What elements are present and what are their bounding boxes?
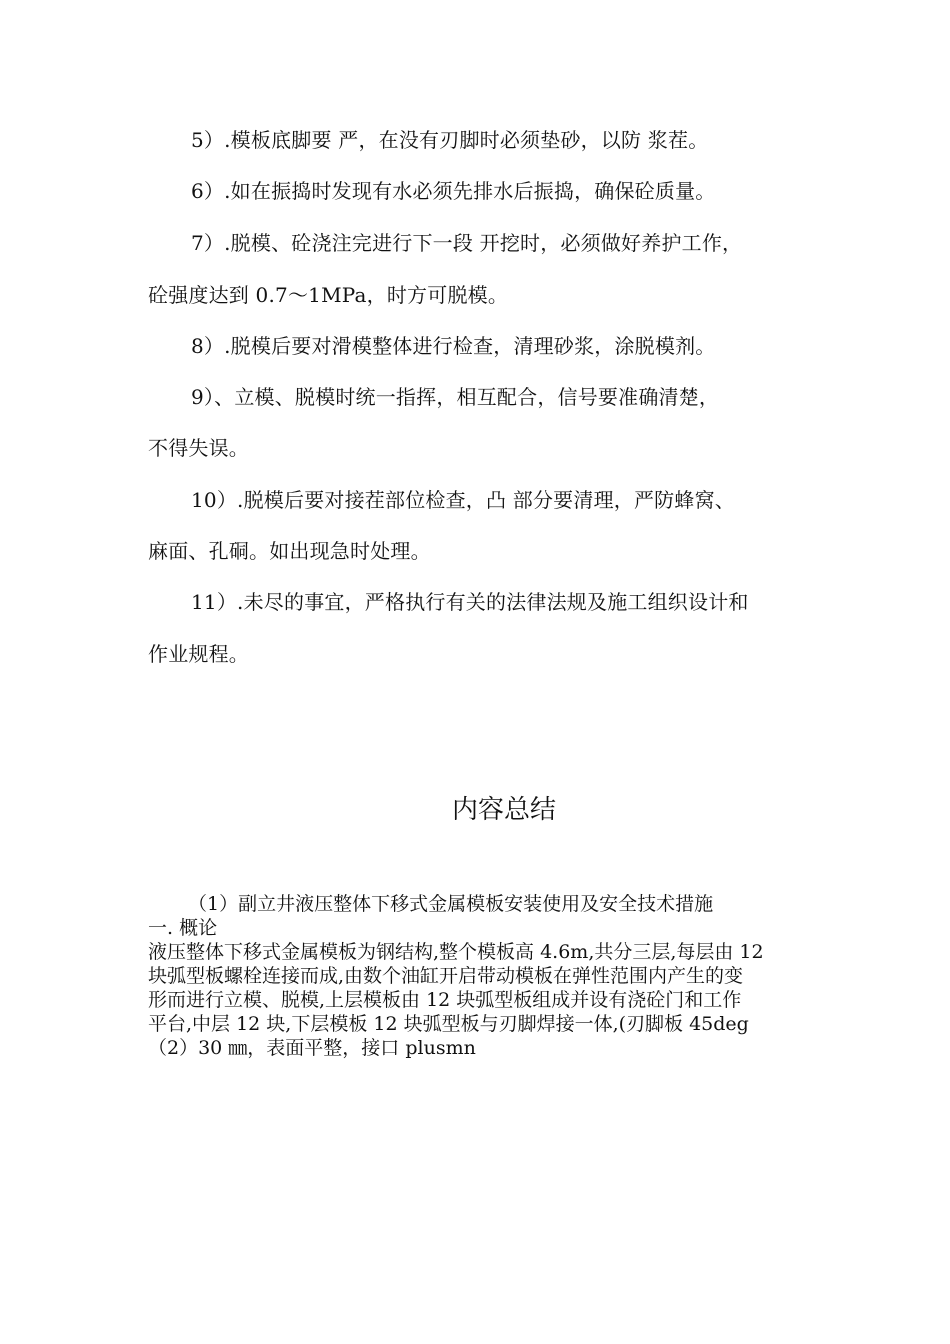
summary-line-6: 平台,中层 12 块,下层模板 12 块弧型板与刃脚焊接一体,(刃脚板 45deg xyxy=(148,1013,749,1035)
summary-line-7: （2）30 ㎜，表面平整，接口 plusmn xyxy=(148,1037,476,1059)
item-10-line-2: 麻面、孔硐。如出现急时处理。 xyxy=(148,539,431,563)
item-10-line-1: 10）.脱模后要对接茬部位检查，凸 部分要清理，严防蜂窝、 xyxy=(191,488,735,512)
summary-line-3: 液压整体下移式金属模板为钢结构,整个模板高 4.6m,共分三层,每层由 12 xyxy=(148,941,764,963)
item-6-line: 6）.如在振捣时发现有水必须先排水后振捣，确保砼质量。 xyxy=(191,179,716,203)
item-7-line-1: 7）.脱模、砼浇注完进行下一段 开挖时，必须做好养护工作， xyxy=(191,231,743,255)
item-9-line-1: 9）、立模、脱模时统一指挥，相互配合，信号要准确清楚， xyxy=(191,385,720,409)
item-11-line-2: 作业规程。 xyxy=(148,642,249,666)
item-9-line-2: 不得失误。 xyxy=(148,436,249,460)
item-7-line-2: 砼强度达到 0.7～1MPa，时方可脱模。 xyxy=(148,283,509,307)
item-11-line-1: 11）.未尽的事宜，严格执行有关的法律法规及施工组织设计和 xyxy=(191,590,749,614)
item-8-line: 8）.脱模后要对滑模整体进行检查，清理砂浆，涂脱模剂。 xyxy=(191,334,716,358)
summary-line-4: 块弧型板螺栓连接而成,由数个油缸开启带动模板在弹性范围内产生的变 xyxy=(148,965,744,987)
summary-line-2: 一. 概论 xyxy=(148,917,218,939)
summary-title: 内容总结 xyxy=(451,795,556,825)
item-5-line: 5）.模板底脚要 严，在没有刃脚时必须垫砂，以防 浆茬。 xyxy=(191,128,709,152)
summary-line-1: （1）副立井液压整体下移式金属模板安装使用及安全技术措施 xyxy=(188,893,714,915)
summary-line-5: 形而进行立模、脱模,上层模板由 12 块弧型板组成并设有浇砼门和工作 xyxy=(148,989,742,1011)
